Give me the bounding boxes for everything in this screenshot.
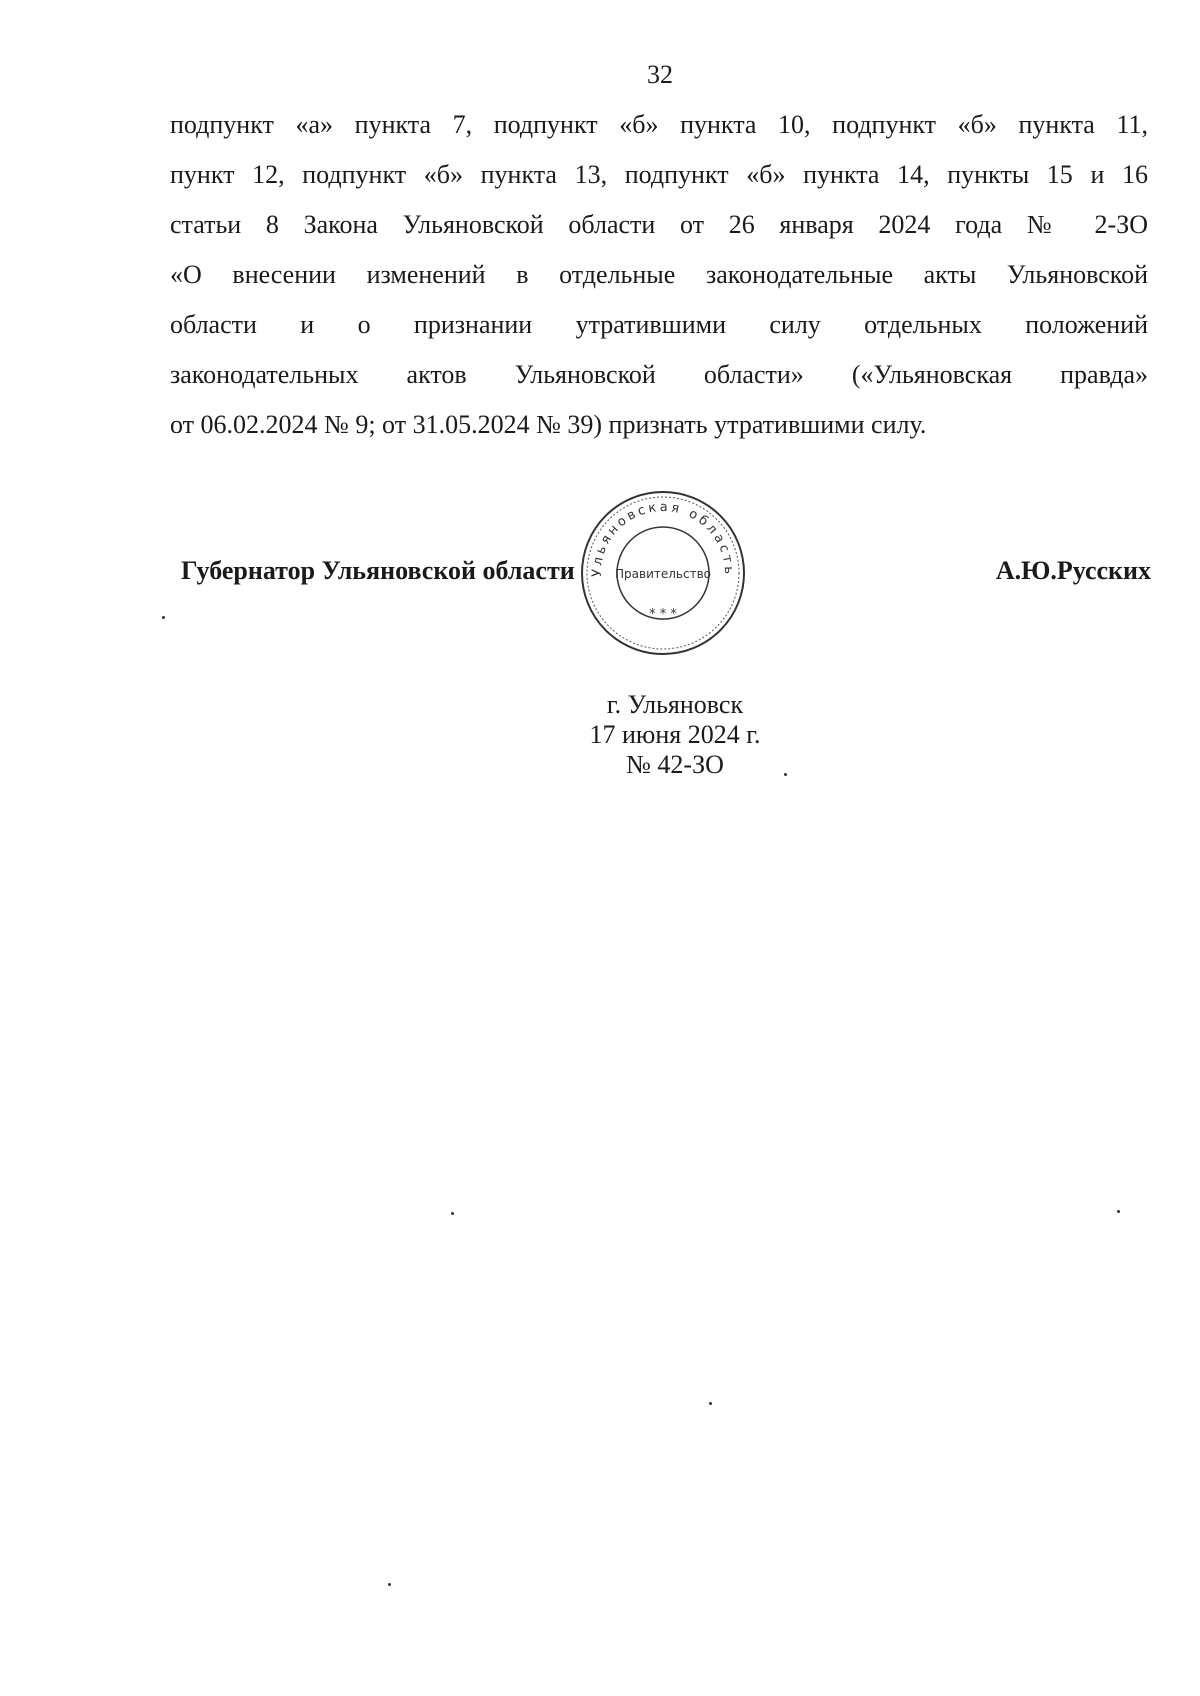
page-number: 32 (647, 60, 673, 89)
seal-center-text: Правительство (615, 567, 711, 581)
place-date-block (560, 690, 790, 780)
body-line: «О внесении изменений в отдельные законодательные акты Ульяновской (170, 260, 1148, 289)
body-line: законодательных актов Ульяновской области» («Ульяновская правда» (170, 360, 1148, 389)
scan-speck (451, 1212, 454, 1215)
body-paragraph (170, 100, 1148, 450)
seal-outer-text: Ульяновская область (589, 499, 737, 578)
scan-speck (1117, 1210, 1120, 1213)
governor-name: А.Ю.Русских (995, 556, 1151, 585)
date: 17 июня 2024 г. (589, 720, 761, 749)
scan-speck (388, 1583, 391, 1586)
body-line: пункт 12, подпункт «б» пункта 13, подпункт «б» пункта 14, пункты 15 и 16 (170, 160, 1148, 189)
seal-stars: * * * (649, 607, 677, 622)
law-number: № 42-ЗО (626, 750, 724, 779)
place: г. Ульяновск (606, 690, 744, 719)
body-line: от 06.02.2024 № 9; от 31.05.2024 № 39) признать утратившими силу. (170, 410, 927, 439)
body-line: подпункт «а» пункта 7, подпункт «б» пункта 10, подпункт «б» пункта 11, (170, 110, 1148, 139)
scan-speck (709, 1402, 712, 1405)
governor-title: Губернатор Ульяновской области (181, 556, 575, 585)
official-seal (578, 488, 748, 658)
body-line: статьи 8 Закона Ульяновской области от 26 января 2024 года № 2-ЗО (170, 210, 1148, 239)
scan-speck (162, 616, 165, 619)
seal-graphic (578, 488, 748, 658)
scan-speck (784, 773, 787, 776)
body-line: области и о признании утратившими силу отдельных положений (170, 310, 1148, 339)
